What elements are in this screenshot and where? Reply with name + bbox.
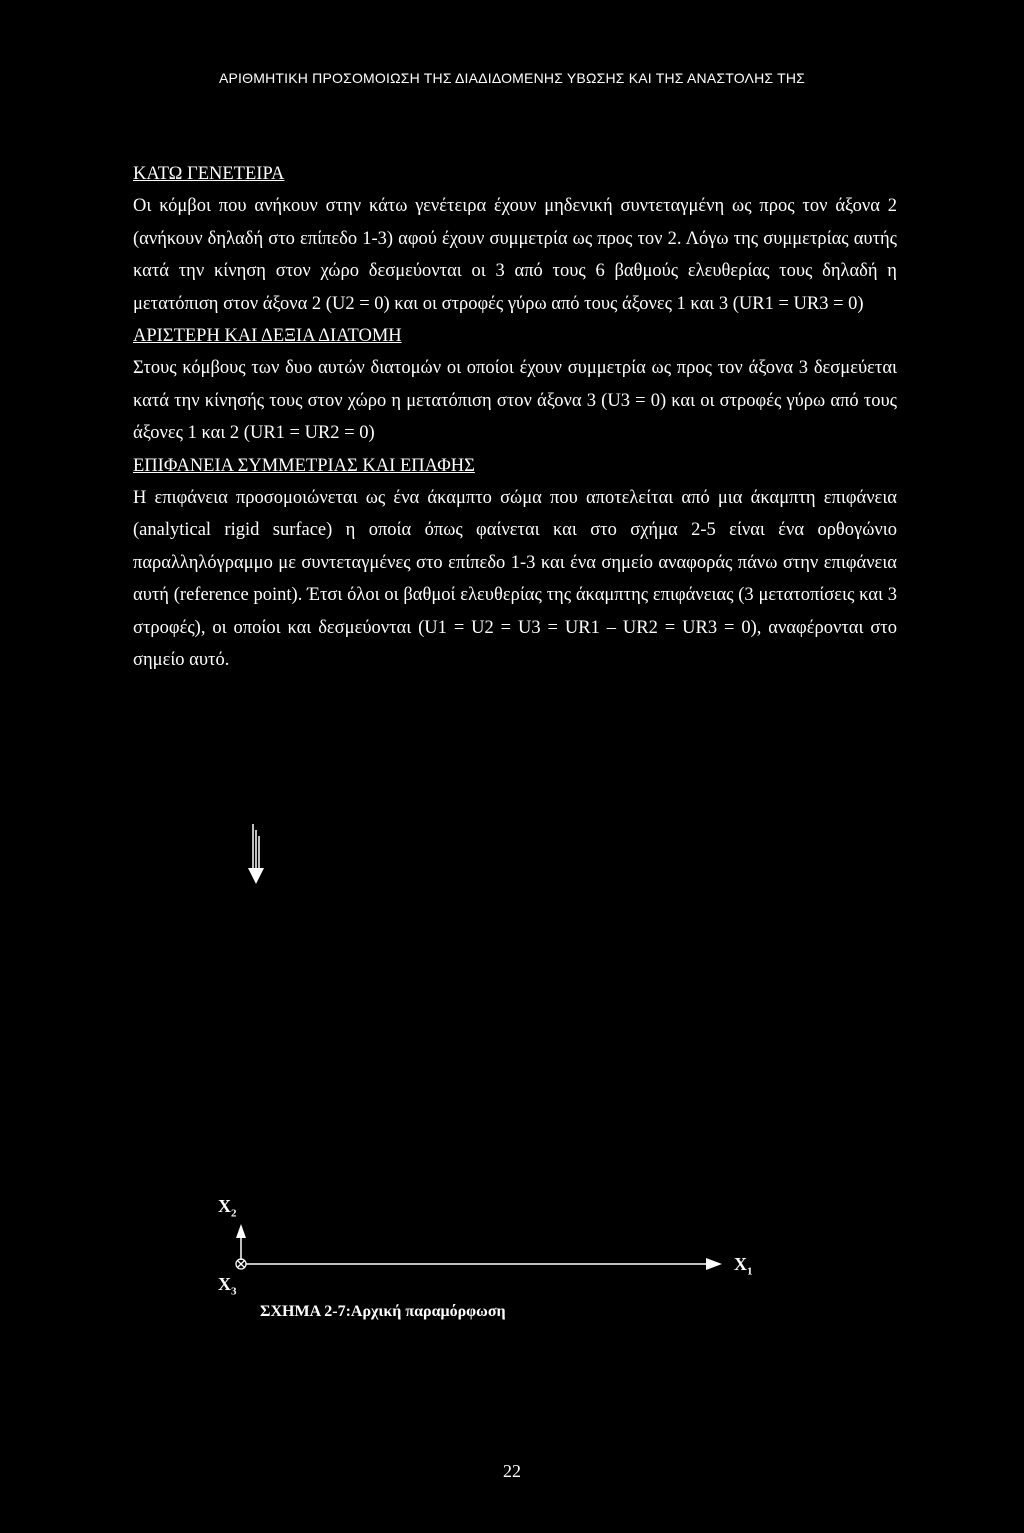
x1-arrowhead-icon — [706, 1258, 722, 1270]
load-arrow-icon — [243, 822, 269, 886]
body-text — [133, 158, 897, 677]
section-heading-kato-geneteira: ΚΑΤΩ ΓΕΝΕΤΕΙΡΑ — [133, 164, 285, 184]
section-paragraph-epifaneia-symmetrias: Η επιφάνεια προσομοιώνεται ως ένα άκαμπτο σώμα που αποτελείται από μια άκαμπτη επιφάνεια (analytical rigid surface) η οποία όπως φαίνεται και στο σχήμα 2-5 είναι ένα ορθογώνιο παραλληλόγραμμο με συντεταγμένες στο επίπεδο 1-3 και ένα σημείο αναφοράς πάνω στην επιφάνεια αυτή (reference point). Έτσι όλοι οι βαθμοί ελευθερίας της άκαμπτης επιφάνειας (3 μετατοπίσεις και 3 στροφές), οι οποίοι και δεσμεύονται (U1 = U2 = U3 = UR1 – UR2 = UR3 = 0), αναφέρονται στο σημείο αυτό. — [133, 487, 897, 670]
axis-label-x2: $X_2$ — [218, 1196, 237, 1220]
section-paragraph-aristeri-dexia-diatomi: Στους κόμβους των δυο αυτών διατομών οι οποίοι έχουν συμμετρία ως προς τον άξονα 3 δεσμεύεται κατά την κίνησής τους στον χώρο η μετατόπιση στον άξονα 3 (U3 = 0) και οι στροφές γύρω από τους άξονες 1 και 2 (UR1 = UR2 = 0) — [133, 358, 897, 443]
section-paragraph-kato-geneteira: Οι κόμβοι που ανήκουν στην κάτω γενέτειρα έχουν μηδενική συντεταγμένη ως προς τον άξονα 2 (ανήκουν δηλαδή στο επίπεδο 1-3) αφού έχουν συμμετρία ως προς τον 2. Λόγω της συμμετρίας αυτής κατά την κίνηση στον χώρο δεσμεύονται οι 3 από τους 6 βαθμούς ελευθερίας τους δηλαδή η μετατόπιση στον άξονα 2 (U2 = 0) και οι στροφές γύρω από τους άξονες 1 και 3 (UR1 = UR3 = 0) — [133, 196, 897, 314]
section-heading-epifaneia-symmetrias: ΕΠΙΦΑΝΕΙΑ ΣΥΜΜΕΤΡΙΑΣ ΚΑΙ ΕΠΑΦΗΣ — [133, 455, 475, 476]
section-heading-aristeri-dexia-diatomi: ΑΡΙΣΤΕΡΗ ΚΑΙ ΔΕΞΙΑ ΔΙΑΤΟΜΗ — [133, 326, 402, 346]
axis-label-x1: $X_1$ — [734, 1254, 753, 1278]
coordinate-axes-figure — [200, 1180, 780, 1300]
running-header: ΑΡΙΘΜΗΤΙΚΗ ΠΡΟΣΟΜΟΙΩΣΗ ΤΗΣ ΔΙΑΔΙΔΟΜΕΝΗΣ ΥΒΩΣΗΣ ΚΑΙ ΤΗΣ ΑΝΑΣΤΟΛΗΣ ΤΗΣ — [218, 70, 806, 86]
page-number: 22 — [503, 1461, 521, 1481]
figure-caption: ΣΧΗΜΑ 2-7:Αρχική παραμόρφωση — [260, 1303, 506, 1320]
axes-drawing — [200, 1180, 780, 1300]
axis-label-x3: $X_3$ — [218, 1274, 237, 1298]
x2-arrowhead-icon — [236, 1224, 246, 1238]
